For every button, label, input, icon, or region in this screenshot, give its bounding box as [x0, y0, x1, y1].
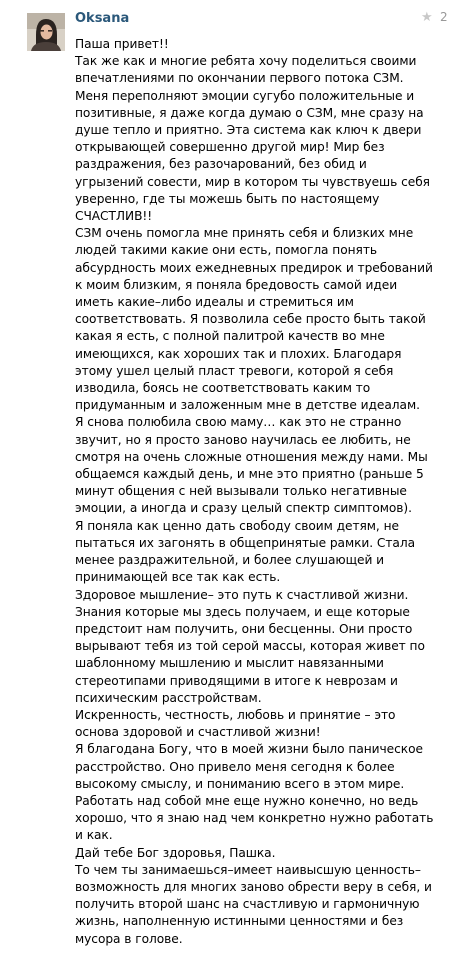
- comment-text: [75, 36, 435, 948]
- comment-paragraph: Дай тебе Бог здоровья, Пашка.: [75, 845, 276, 860]
- comment-paragraph: Я поняла как ценно дать свободу своим детям, не пытаться их загонять в общепринятые рамки. Стала менее раздражительной, и более слушающей и принимающей все так как есть.: [75, 518, 416, 585]
- comment-paragraph: Я снова полюбила свою маму… как это не странно звучит, но я просто заново научилась ее любить, не смотря на очень сложные отношения между нами. Мы общаемся каждый день, и мне это приятно (раньше 5 минут общения с ней вызывали только негативные эмоции, а иногда и сразу целый спектр симптомов).: [75, 415, 428, 516]
- comment-paragraph: Здоровое мышление– это путь к счастливой жизни.: [75, 587, 409, 602]
- comment-paragraph: Работать над собой мне еще нужно конечно, но ведь хорошо, что я знаю над чем конкретно нужно работать и как.: [75, 793, 434, 843]
- comment-paragraph: Я благодана Богу, что в моей жизни было паническое расстройство. Оно привело меня сегодня к более высокому смыслу, и пониманию всего в этом мире.: [75, 742, 423, 791]
- comment-paragraph: Так же как и многие ребята хочу поделиться своими впечатлениями по окончании первого потока СЗМ. Меня переполняют эмоции сугубо положительные и позитивные, я даже когда думаю о СЗМ, мне сразу на душе тепло и приятно. Эта система как ключ к двери открывающей совершенно другой мир! Мир без раздражения, без разочарований, без обид и угрызений совести, мир в котором ты чувствуешь себя уверенно, где ты можешь быть по настоящему СЧАСТЛИВ!!: [75, 54, 430, 224]
- comment-paragraph: Искренность, честность, любовь и принятие – это основа здоровой и счастливой жизни!: [75, 707, 396, 740]
- avatar[interactable]: [27, 13, 65, 51]
- author-name-link[interactable]: Oksana: [75, 11, 130, 26]
- comment-paragraph: Знания которые мы здесь получаем, и еще которые предстоит нам получить, они бесценны. Они просто вырывают тебя из той серой массы, которая живет по шаблонному мышлению и мыслит навязанными стереотипами приводящими в итоге к неврозам и психическим расстройствам.: [75, 604, 425, 705]
- avatar-photo: [27, 13, 65, 51]
- like-count: 2: [440, 10, 448, 24]
- comment-paragraph: То чем ты занимаешься–имеет наивысшую ценность– возможность для многих заново обрести веру в себя, и получить второй шанс на счастливую и гармоничную жизнь, наполненную истинными ценностями и без мусора в голове.: [75, 862, 432, 946]
- star-icon[interactable]: ★: [421, 10, 433, 25]
- comment-paragraph: СЗМ очень помогла мне принять себя и близких мне людей такими какие они есть, помогла понять абсурдность моих ежедневных предирок и требований к моим близким, я поняла бредовость самой идеи иметь какие–либо идеалы и стремиться им соответствовать. Я позволила себе просто быть такой какая я есть, с полной палитрой качеств во мне имеющихся, как хороших так и плохих. Благодаря этому ушел целый пласт тревоги, которой я себя изводила, боясь не соответствовать каким то придуманным и заложенным мне в детстве идеалам.: [75, 226, 433, 413]
- comment-paragraph: Паша привет!!: [75, 37, 169, 51]
